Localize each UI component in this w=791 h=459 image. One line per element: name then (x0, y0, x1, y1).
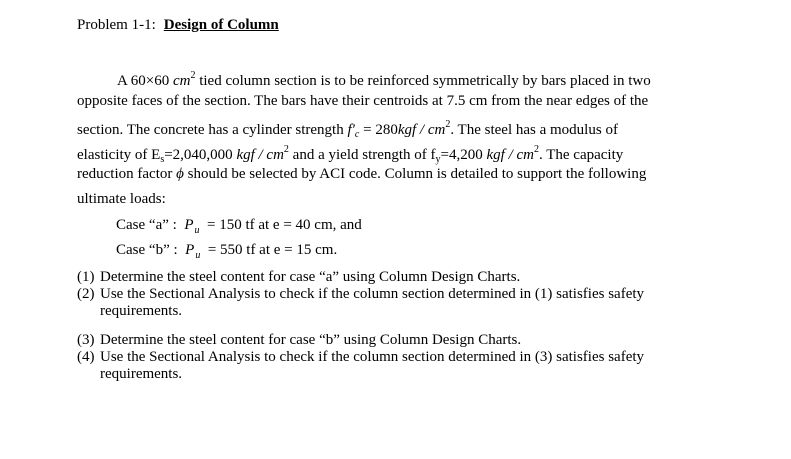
subscript: y (435, 153, 441, 165)
unit: kgf / cm (486, 146, 534, 163)
task-text: Determine the steel content for case “b” using Column Design Charts. (100, 332, 522, 348)
pu-symbol (184, 217, 200, 236)
text: = 280 (359, 122, 398, 139)
text: . The steel has a modulus of (450, 122, 618, 139)
task-text: Determine the steel content for case “a” using Column Design Charts. (100, 269, 521, 285)
exponent: 2 (534, 143, 539, 155)
problem-label: Problem 1-1: (77, 17, 156, 33)
case-label: Case “b” : (116, 242, 178, 258)
p-letter: P (185, 242, 195, 258)
task-text: Use the Sectional Analysis to check if the column section determined in (3) satisfies safety (100, 349, 645, 365)
text: reduction factor (77, 166, 177, 183)
task-number: (4) (77, 349, 95, 365)
text: tied column section is to be reinforced symmetrically by bars placed in two (195, 73, 651, 89)
subscript: u (194, 225, 200, 236)
fc-symbol: f′ (347, 122, 355, 139)
task-list-1 (77, 269, 644, 320)
statement-line-2: opposite faces of the section. The bars have their centroids at 7.5 cm from the near edges of the (77, 92, 649, 109)
problem-title: Design of Column (163, 17, 279, 33)
unit: kgf / cm (397, 122, 446, 139)
subscript: u (195, 250, 201, 261)
exponent: 2 (445, 119, 451, 131)
text: =4,200 (440, 146, 487, 163)
task-text-cont: requirements. (100, 366, 183, 382)
subscript: s (160, 153, 165, 165)
task-number: (3) (77, 332, 95, 348)
task-item-2 (77, 286, 644, 320)
case-label: Case “a” : (116, 217, 177, 233)
phi-symbol: ϕ (176, 166, 184, 183)
statement-line-1 (77, 64, 719, 89)
statement-line-3 (77, 113, 719, 141)
text: =2,040,000 (164, 146, 237, 163)
problem-statement (77, 64, 719, 212)
task-number: (1) (77, 269, 95, 285)
statement-line-4 (77, 138, 719, 163)
text: should be selected by ACI code. Column is detailed to support the following (183, 166, 647, 183)
subscript: c (354, 129, 360, 141)
load-value: = 550 tf at e = 15 cm. (207, 242, 338, 258)
unit: kgf / cm (236, 146, 284, 163)
exponent: 2 (283, 143, 289, 155)
load-value: = 150 tf at e = 40 cm, and (206, 217, 362, 233)
task-list-2 (77, 332, 644, 383)
unit-cm: cm (172, 73, 191, 89)
task-item-1 (77, 269, 644, 286)
load-case-b (116, 242, 337, 261)
task-text-cont: requirements. (100, 303, 183, 319)
task-item-4 (77, 349, 644, 383)
text: and a yield strength of f (288, 146, 436, 163)
task-item-3 (77, 332, 644, 349)
text: section. The concrete has a cylinder strength (77, 122, 348, 139)
task-text: Use the Sectional Analysis to check if the column section determined in (1) satisfies safety (100, 286, 645, 302)
exponent: 2 (190, 70, 196, 81)
statement-line-5 (77, 162, 719, 187)
statement-line-6: ultimate loads: (77, 190, 166, 207)
text: . The capacity (539, 146, 624, 163)
load-case-a (116, 217, 362, 236)
p-letter: P (184, 217, 194, 233)
task-number: (2) (77, 286, 95, 302)
problem-heading (77, 17, 279, 34)
text: elasticity of E (77, 146, 161, 163)
text: A 60×60 (117, 73, 173, 89)
pu-symbol (185, 242, 201, 261)
